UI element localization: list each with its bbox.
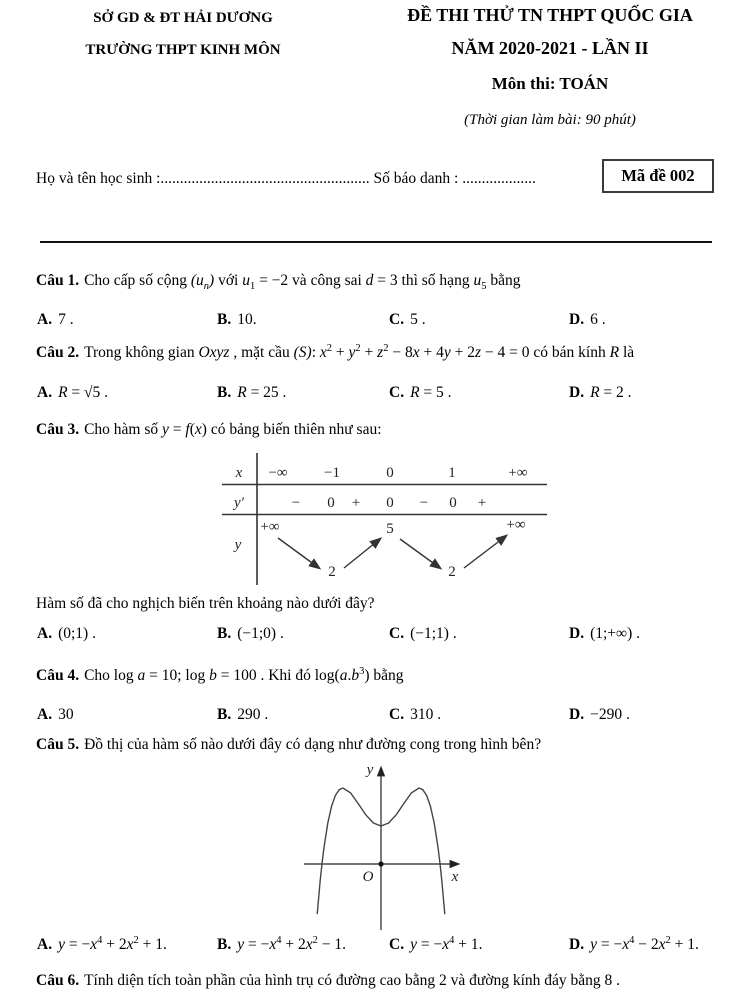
bbt-arrow-down [278,538,319,568]
x-axis-label: x [451,869,459,885]
option-text: R = 25 . [237,384,287,401]
bbt-y-value: 5 [386,521,394,537]
option-letter: C. [389,936,405,953]
bbt-y-label: y [234,537,242,553]
separator-line [40,241,712,243]
bbt-y-value: 2 [448,564,456,580]
bbt-yprime-label: y′ [234,495,244,511]
bbt-y-value: +∞ [506,517,526,533]
option-letter: D. [569,625,585,642]
option-5-a [37,936,217,954]
exam-code-box [602,159,714,193]
option-1-a [37,311,217,329]
option-2-b [217,384,389,402]
option-letter: C. [389,706,405,723]
bbt-x-label: x [235,465,243,481]
question-6-label: Câu 6. [36,972,80,989]
bbt-x-value: 0 [386,465,394,481]
student-name-id-line: Họ và tên học sinh :...................................................... Số báo danh : ................... [36,170,536,187]
option-text: 290 . [237,706,269,723]
question-6-stem [36,972,620,990]
option-letter: A. [37,706,53,723]
question-6-text: Tính diện tích toàn phần của hình trụ có đường cao bằng 2 và đường kính đáy bằng 8 . [84,972,621,989]
option-text: (−1;1) . [410,625,457,642]
option-4-d [569,706,714,724]
question-3-stem [36,421,382,439]
option-letter: D. [569,311,585,328]
option-2-a [37,384,217,402]
option-text: $y = -x^4 + 2x^2 - 1$. [237,934,346,953]
option-3-d [569,625,714,643]
option-1-c [389,311,569,329]
option-text: 5 . [410,311,426,328]
option-text: 30 [58,706,74,723]
bbt-arrow-up [344,539,380,568]
bbt-sign: − [419,495,429,511]
option-text: $y = -x^4 - 2x^2 + 1$. [590,934,699,953]
school-name: TRƯỜNG THPT KINH MÔN [85,42,281,58]
y-axis-label: y [366,762,374,778]
bbt-x-value: +∞ [508,465,528,481]
option-letter: C. [389,311,405,328]
option-text: $y = -x^4 + 2x^2 + 1$. [58,934,167,953]
bbt-arrow-down [400,539,440,568]
option-text: 310 . [410,706,442,723]
question-5-label: Câu 5. [36,736,80,753]
bbt-y-value: +∞ [260,519,280,535]
question-4-options [37,706,714,724]
option-letter: B. [217,311,232,328]
question-3-options [37,625,714,643]
option-letter: B. [217,936,232,953]
question-2-stem [36,344,634,362]
option-text: −290 . [590,706,630,723]
option-letter: A. [37,936,53,953]
option-1-b [217,311,389,329]
origin-dot [378,861,383,866]
option-4-c [389,706,569,724]
question-4-label: Câu 4. [36,667,80,684]
question-3-text2: Hàm số đã cho nghịch biến trên khoảng nào dưới đây? [36,595,375,612]
option-letter: A. [37,625,53,642]
question-1-label: Câu 1. [36,272,80,289]
option-text: R = 5 . [410,384,452,401]
option-3-a [37,625,217,643]
option-letter: D. [569,706,585,723]
option-2-c [389,384,569,402]
option-text: 10. [237,311,257,328]
bbt-sign: − [291,495,301,511]
question-2-options [37,384,714,402]
question-5-options [37,936,714,954]
question-2-label: Câu 2. [36,344,80,361]
question-1-text: Cho cấp số cộng $(u_n)$ với $u_1 = -2$ và công sai d = 3 thì số hạng $u_5$ bằng [84,272,521,293]
variation-table [220,452,554,586]
option-text: (−1;0) . [237,625,284,642]
bbt-sign: + [477,495,487,511]
option-letter: A. [37,311,53,328]
bbt-x-value: 1 [448,465,456,481]
question-4-stem [36,667,403,685]
option-4-a [37,706,217,724]
bbt-arrow-up [464,536,506,568]
option-text: (0;1) . [58,625,96,642]
bbt-sign: 0 [449,495,457,511]
bbt-x-value: −1 [324,465,340,481]
question-2-text: Trong không gian Oxyz , mặt cầu (S): $x^2 + y^2 + z^2 - 8x + 4y + 2z - 4 = 0$ có bán kính R là [84,342,635,361]
option-letter: B. [217,384,232,401]
question-3-stem2 [36,595,375,613]
question-5-text: Đồ thị của hàm số nào dưới đây có dạng như đường cong trong hình bên? [84,736,542,753]
option-5-b [217,936,389,954]
exam-title-line2: NĂM 2020-2021 - LẦN II [451,38,649,58]
option-letter: C. [389,384,405,401]
option-3-b [217,625,389,643]
option-letter: B. [217,706,232,723]
question-3-label: Câu 3. [36,421,80,438]
option-3-c [389,625,569,643]
question-5-stem [36,736,541,754]
origin-label: O [362,869,374,885]
option-text: R = 2 . [590,384,632,401]
option-1-d [569,311,714,329]
option-text: R = √5 . [58,384,109,401]
subject-line: Môn thi: TOÁN [491,74,609,93]
bbt-sign: 0 [386,495,394,511]
option-4-b [217,706,389,724]
option-letter: D. [569,384,585,401]
exam-code-text: Mã đề 002 [621,166,695,185]
option-letter: D. [569,936,585,953]
school-department: SỞ GD & ĐT HẢI DƯƠNG [93,10,273,26]
bbt-sign: 0 [327,495,335,511]
curve-figure [294,758,469,933]
bbt-sign: + [351,495,361,511]
option-text: 7 . [58,311,74,328]
option-letter: C. [389,625,405,642]
option-2-d [569,384,714,402]
option-text: (1;+∞) . [590,625,640,642]
question-4-text: Cho log a = 10; log b = 100 . Khi đó $\log(a.b^3)$ bằng [84,665,404,684]
option-text: 6 . [590,311,606,328]
option-text: $y = -x^4 + 1$. [410,934,483,953]
question-3-text: Cho hàm số y = f(x) có bảng biến thiên như sau: [84,421,382,438]
option-letter: B. [217,625,232,642]
exam-title-line1: ĐỀ THI THỬ TN THPT QUỐC GIA [407,5,693,25]
duration-line: (Thời gian làm bài: 90 phút) [464,112,636,128]
bbt-x-value: −∞ [268,465,288,481]
question-1-stem [36,272,521,293]
bbt-y-value: 2 [328,564,336,580]
option-5-c [389,936,569,954]
option-5-d [569,936,714,954]
question-1-options [37,311,714,329]
option-letter: A. [37,384,53,401]
